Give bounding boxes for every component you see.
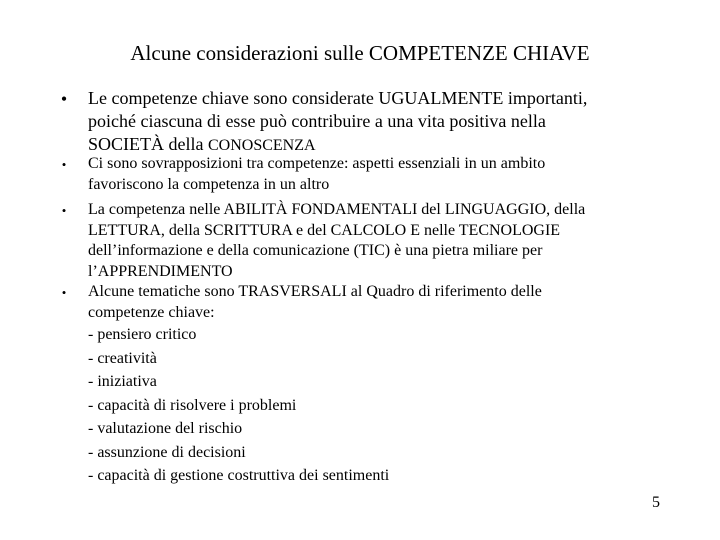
page-number: 5 bbox=[652, 494, 660, 511]
slide-title: Alcune considerazioni sulle COMPETENZE CHIAVE bbox=[130, 41, 590, 65]
sub-item: - creatività bbox=[88, 349, 157, 367]
bullet-line: Alcune tematiche sono TRASVERSALI al Quadro di riferimento delle bbox=[88, 283, 542, 300]
bullet-line: poiché ciascuna di esse può contribuire a una vita positiva nella bbox=[88, 111, 546, 131]
sub-item: - valutazione del rischio bbox=[88, 420, 243, 437]
sub-item: - iniziativa bbox=[88, 373, 157, 390]
sub-item: - pensiero critico bbox=[88, 326, 197, 343]
bullet-line: La competenza nelle ABILITÀ FONDAMENTALI del LINGUAGGIO, della bbox=[88, 201, 586, 218]
bullet-line: competenze chiave: bbox=[88, 303, 215, 321]
bullet-line: favoriscono la competenza in un altro bbox=[88, 175, 330, 193]
bullet-text bbox=[88, 200, 668, 282]
bullet-icon: • bbox=[61, 285, 67, 300]
bullet-icon: • bbox=[60, 89, 68, 109]
bullet-line: Le competenze chiave sono considerate UGUALMENTE importanti, bbox=[88, 88, 588, 108]
bullet-line: dell’informazione e della comunicazione (TIC) è una pietra miliare per bbox=[88, 242, 543, 259]
bullet-line-part: CONOSCENZA bbox=[207, 137, 316, 154]
sub-item: - capacità di risolvere i problemi bbox=[88, 396, 297, 414]
bullet-line: l’APPRENDIMENTO bbox=[88, 262, 233, 280]
bullet-icon: • bbox=[61, 157, 67, 172]
bullet-line-part: SOCIETÀ della bbox=[88, 134, 208, 154]
bullet-line: Ci sono sovrapposizioni tra competenze: aspetti essenziali in un ambito bbox=[88, 155, 546, 172]
bullet-icon: • bbox=[61, 203, 67, 218]
bullet-line: LETTURA, della SCRITTURA e del CALCOLO E nelle TECNOLOGIE bbox=[88, 221, 561, 239]
bullet-text bbox=[88, 282, 668, 488]
bullet-text bbox=[88, 87, 668, 157]
sub-item: - assunzione di decisioni bbox=[88, 443, 246, 461]
bullet-text bbox=[88, 154, 668, 195]
sub-item-list bbox=[88, 323, 668, 488]
sub-item: - capacità di gestione costruttiva dei sentimenti bbox=[88, 467, 390, 484]
